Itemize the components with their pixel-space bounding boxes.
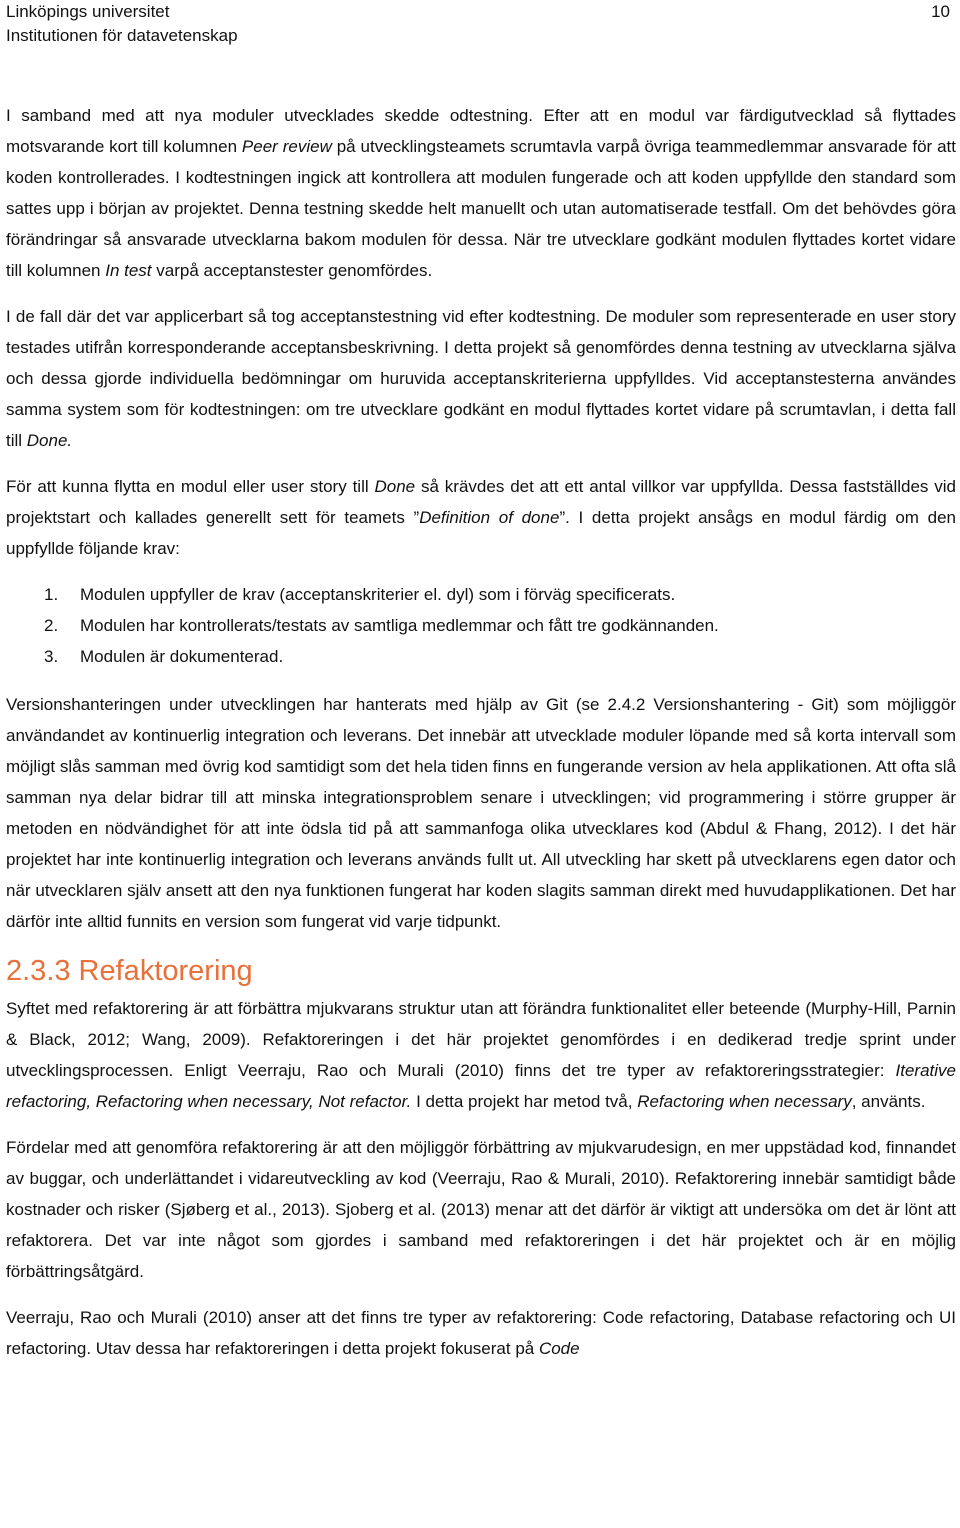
- document-body: [6, 100, 956, 1364]
- page-number: 10: [931, 2, 950, 21]
- emphasis-refactoring-when-necessary: Refactoring when necessary: [637, 1092, 852, 1111]
- emphasis-done: Done: [374, 477, 416, 496]
- list-item: [6, 610, 956, 641]
- list-item: [6, 579, 956, 610]
- list-number: 3.: [44, 647, 59, 666]
- paragraph-definition-of-done: För att kunna flytta en modul eller user story till Done så krävdes det att ett antal villkor var uppfyllda. Dessa fastställdes vid projektstart och kallades generellt sett för teamets ”Definition of done”. I detta projekt ansågs en modul färdig om den uppfyllde följande krav:: [6, 477, 957, 558]
- emphasis-code: Code: [538, 1339, 580, 1358]
- requirements-list: [6, 579, 956, 672]
- page-header: [6, 0, 954, 48]
- list-number: 2.: [44, 616, 59, 635]
- list-text: Modulen uppfyller de krav (acceptanskriterier el. dyl) som i förväg specificerats.: [80, 585, 676, 604]
- emphasis-definition-of-done: Definition of done: [419, 508, 560, 527]
- emphasis-strategies: Iterative refactoring, Refactoring when necessary, Not refactor.: [6, 1061, 956, 1111]
- header-department: Institutionen för datavetenskap: [6, 26, 238, 45]
- paragraph-code-testing: I samband med att nya moduler utvecklades skedde odtestning. Efter att en modul var färdigutvecklad så flyttades motsvarande kort till kolumnen Peer review på utvecklingsteamets scrumtavla varpå övriga teammedlemmar ansvarade för att koden kontrollerades. I kodtestningen ingick att kontrollera att modulen fungerade och att koden uppfyllde den standard som sattes upp i början av projektet. Denna testning skedde helt manuellt och utan automatiserade testfall. Om det behövdes göra förändringar så ansvarade utvecklarna bakom modulen för dessa. När tre utvecklare godkänt modulen flyttades kortet vidare till kolumnen In test varpå acceptanstester genomfördes.: [6, 106, 956, 280]
- emphasis-in-test: In test: [105, 261, 152, 280]
- header-university: Linköpings universitet: [6, 2, 170, 21]
- list-text: Modulen är dokumenterad.: [80, 647, 284, 666]
- paragraph-refactoring-benefits: Fördelar med att genomföra refaktorering är att den möjliggör förbättring av mjukvarudesign, en mer uppstädad kod, finnandet av buggar, och underlättandet i vidareutveckling av kod (Veerraju, Rao & Murali, 2010). Refaktorering innebär samtidigt både kostnader och risker (Sjøberg et al., 2013). Sjoberg et al. (2013) menar att det därför är viktigt att undersöka om det är lönt att refaktorera. Det var inte något som gjordes i samband med refaktoreringen i det här projektet och är en möjlig förbättringsåtgärd.: [6, 1138, 956, 1281]
- paragraph-acceptance-testing: I de fall där det var applicerbart så tog acceptanstestning vid efter kodtestning. De moduler som representerade en user story testades utifrån korresponderande acceptansbeskrivning. I detta projekt så genomfördes denna testning av utvecklarna själva och dessa gjorde individuella bedömningar om huruvida acceptanskriterierna uppfylldes. Vid acceptanstesterna användes samma system som för kodtestningen: om tre utvecklare godkänt en modul flyttades kortet vidare på scrumtavlan, i detta fall till Done.: [6, 307, 956, 450]
- section-heading: 2.3.3 Refaktorering: [6, 955, 253, 987]
- paragraph-refactoring-purpose: Syftet med refaktorering är att förbättra mjukvarans struktur utan att förändra funktionalitet eller beteende (Murphy-Hill, Parnin & Black, 2012; Wang, 2009). Refaktoreringen i det här projektet genomfördes i en dedikerad tredje sprint under utvecklingsprocessen. Enligt Veerraju, Rao och Murali (2010) finns det tre typer av refaktoreringsstrategier: Iterative refactoring, Refactoring when necessary, Not refactor. I detta projekt har metod två, Refactoring when necessary, använts.: [6, 999, 956, 1111]
- emphasis-peer-review: Peer review: [241, 137, 332, 156]
- emphasis-done: Done.: [26, 431, 73, 450]
- paragraph-refactoring-types: Veerraju, Rao och Murali (2010) anser att det finns tre typer av refaktorering: Code refactoring, Database refactoring och UI refactoring. Utav dessa har refaktoreringen i detta projekt fokuserat på Code: [6, 1308, 956, 1358]
- list-item: [6, 641, 956, 672]
- list-text: Modulen har kontrollerats/testats av samtliga medlemmar och fått tre godkännanden.: [80, 616, 719, 635]
- paragraph-version-control: Versionshanteringen under utvecklingen har hanterats med hjälp av Git (se 2.4.2 Versionshantering - Git) som möjliggör användandet av kontinuerlig integration och leverans. Det innebär att utvecklade moduler löpande med så korta intervall som möjligt slås samman med övrig kod samtidigt som det hela tiden finns en fungerande version av hela applikationen. Att ofta slå samman nya delar bidrar till att minska integrationsproblem senare i utvecklingen; vid programmering i större grupper är metoden en nödvändighet för att inte ödsla tid på att sammanfoga olika utvecklares kod (Abdul & Fhang, 2012). I det här projektet har inte kontinuerlig integration och leverans används fullt ut. All utveckling har skett på utvecklarens egen dator och när utvecklaren själv ansett att den nya funktionen fungerat har koden slagits samman direkt med huvudapplikationen. Det har därför inte alltid funnits en version som fungerat vid varje tidpunkt.: [6, 695, 956, 931]
- list-number: 1.: [44, 585, 59, 604]
